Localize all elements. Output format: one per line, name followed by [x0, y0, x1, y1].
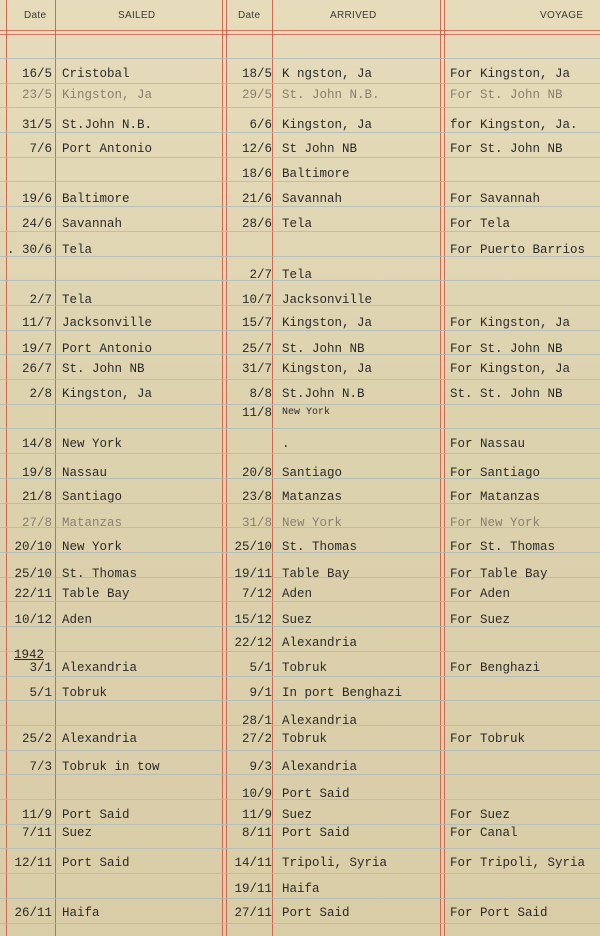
sailed-port: Cristobal — [62, 67, 130, 81]
ruled-line — [0, 428, 600, 429]
voyage: For St. Thomas — [450, 540, 556, 554]
arrived-date: 14/11 — [234, 856, 272, 870]
ruled-line — [0, 181, 600, 182]
column-rule — [272, 0, 273, 936]
arrived-port: Haifa — [282, 882, 320, 896]
arrived-port: St. John N.B. — [282, 88, 380, 102]
sailed-port: St. Thomas — [62, 567, 138, 581]
arrived-port: Jacksonville — [282, 293, 373, 307]
arrived-port: Tela — [282, 268, 313, 282]
arrived-port: Matanzas — [282, 490, 343, 504]
sailed-port: Baltimore — [62, 192, 130, 206]
arrived-port: Kingston, Ja — [282, 362, 373, 376]
column-rule — [444, 0, 445, 936]
sailed-port: Haifa — [62, 906, 100, 920]
voyage: For Kingston, Ja — [450, 67, 571, 81]
sailed-date: 16/5 — [21, 67, 52, 81]
arrived-port: Tripoli, Syria — [282, 856, 388, 870]
sailed-port: Matanzas — [62, 516, 123, 530]
arrived-port: Suez — [282, 613, 313, 627]
voyage: St. St. John NB — [450, 387, 563, 401]
arrived-port: New York — [282, 516, 343, 530]
arrived-date: 5/1 — [249, 661, 272, 675]
ruled-line — [0, 107, 600, 108]
arrived-port: Table Bay — [282, 567, 350, 581]
arrived-port: St.John N.B — [282, 387, 365, 401]
sailed-date: 22/11 — [14, 587, 52, 601]
ruled-line — [0, 898, 600, 899]
sailed-date: 23/5 — [21, 88, 52, 102]
voyage: For New York — [450, 516, 541, 530]
sailed-port: Suez — [62, 826, 93, 840]
arrived-port: Tobruk — [282, 661, 328, 675]
sailed-date: 7/3 — [29, 760, 52, 774]
voyage: For Tripoli, Syria — [450, 856, 586, 870]
header-rule-bottom — [0, 34, 600, 35]
sailed-date: 14/8 — [21, 437, 52, 451]
ruled-line — [0, 58, 600, 59]
voyage: For Matanzas — [450, 490, 541, 504]
arrived-date: 7/12 — [241, 587, 272, 601]
arrived-port: Port Said — [282, 906, 350, 920]
sailed-port: Port Said — [62, 808, 130, 822]
arrived-date: 31/7 — [241, 362, 272, 376]
sailed-port: Table Bay — [62, 587, 130, 601]
voyage: For Kingston, Ja — [450, 316, 571, 330]
arrived-date: 11/9 — [241, 808, 272, 822]
voyage: For Suez — [450, 613, 511, 627]
arrived-port: St. Thomas — [282, 540, 358, 554]
ruled-line — [0, 83, 600, 84]
sailed-date: 10/12 — [14, 613, 52, 627]
sailed-date: 31/5 — [21, 118, 52, 132]
sailed-port: Tela — [62, 293, 93, 307]
arrived-date: 25/7 — [241, 342, 272, 356]
voyage: For Tela — [450, 217, 511, 231]
sailed-port: Alexandria — [62, 661, 138, 675]
sailed-date: 19/6 — [21, 192, 52, 206]
header-date-arrived: Date — [238, 10, 261, 21]
arrived-date: 15/12 — [234, 613, 272, 627]
sailed-port: Savannah — [62, 217, 123, 231]
arrived-port: Tobruk — [282, 732, 328, 746]
voyage: For Santiago — [450, 466, 541, 480]
arrived-date: 29/5 — [241, 88, 272, 102]
column-rule — [55, 0, 56, 936]
arrived-date: 28/6 — [241, 217, 272, 231]
sailed-date: 26/7 — [21, 362, 52, 376]
arrived-port: Savannah — [282, 192, 343, 206]
voyage: For Port Said — [450, 906, 548, 920]
arrived-date: 31/8 — [241, 516, 272, 530]
arrived-date: 25/10 — [234, 540, 272, 554]
sailed-date: 12/11 — [14, 856, 52, 870]
arrived-port: Alexandria — [282, 714, 358, 728]
sailed-port: Nassau — [62, 466, 108, 480]
ruled-line — [0, 774, 600, 775]
voyage: For Table Bay — [450, 567, 548, 581]
ruled-line — [0, 923, 600, 924]
voyage: For St. John NB — [450, 88, 563, 102]
voyage: For Savannah — [450, 192, 541, 206]
arrived-date: 20/8 — [241, 466, 272, 480]
arrived-port: In port Benghazi — [282, 686, 403, 700]
voyage: For St. John NB — [450, 142, 563, 156]
sailed-date: 19/7 — [21, 342, 52, 356]
arrived-port: Kingston, Ja — [282, 316, 373, 330]
arrived-date: 6/6 — [249, 118, 272, 132]
sailed-port: St. John NB — [62, 362, 145, 376]
ruled-line — [0, 824, 600, 825]
sailed-port: Jacksonville — [62, 316, 153, 330]
header-date-sailed: Date — [24, 10, 47, 21]
arrived-port: Alexandria — [282, 636, 358, 650]
sailed-date: 25/2 — [21, 732, 52, 746]
voyage: for Kingston, Ja. — [450, 118, 578, 132]
ruled-line — [0, 206, 600, 207]
voyage: For Canal — [450, 826, 518, 840]
arrived-port: Kingston, Ja — [282, 118, 373, 132]
sailed-date: . 30/6 — [6, 243, 52, 257]
sailed-date: 20/10 — [14, 540, 52, 554]
arrived-date: 27/2 — [241, 732, 272, 746]
arrived-port: St. John NB — [282, 342, 365, 356]
column-rule — [222, 0, 223, 936]
arrived-date: 8/8 — [249, 387, 272, 401]
sailed-date: 2/7 — [29, 293, 52, 307]
voyage: For St. John NB — [450, 342, 563, 356]
sailed-date: 7/11 — [21, 826, 52, 840]
ruled-line — [0, 848, 600, 849]
sailed-port: Aden — [62, 613, 93, 627]
year-note: 1942 — [14, 648, 45, 662]
sailed-port: Alexandria — [62, 732, 138, 746]
sailed-port: Tobruk — [62, 686, 108, 700]
header-arrived: ARRIVED — [330, 10, 377, 21]
voyage: For Puerto Barrios — [450, 243, 586, 257]
sailed-date: 2/8 — [29, 387, 52, 401]
ruled-line — [0, 651, 600, 652]
sailed-port: Port Antonio — [62, 142, 153, 156]
arrived-date: 9/3 — [249, 760, 272, 774]
arrived-port: Suez — [282, 808, 313, 822]
ruled-line — [0, 379, 600, 380]
ruled-line — [0, 873, 600, 874]
ruled-line — [0, 404, 600, 405]
arrived-date: 18/5 — [241, 67, 272, 81]
sailed-date: 3/1 — [29, 661, 52, 675]
voyage: For Suez — [450, 808, 511, 822]
sailed-port: Port Antonio — [62, 342, 153, 356]
sailed-date: 24/6 — [21, 217, 52, 231]
sailed-date: 21/8 — [21, 490, 52, 504]
arrived-port: New York — [282, 407, 331, 418]
arrived-date: 9/1 — [249, 686, 272, 700]
arrived-port: Port Said — [282, 826, 350, 840]
arrived-date: 19/11 — [234, 882, 272, 896]
arrived-port: St John NB — [282, 142, 358, 156]
ruled-line — [0, 231, 600, 232]
arrived-port: K ngston, Ja — [282, 67, 373, 81]
arrived-date: 21/6 — [241, 192, 272, 206]
ruled-line — [0, 132, 600, 133]
sailed-date: 7/6 — [29, 142, 52, 156]
voyage: For Tobruk — [450, 732, 526, 746]
arrived-date: 22/12 — [234, 636, 272, 650]
arrived-date: 8/11 — [241, 826, 272, 840]
sailed-port: Tela — [62, 243, 93, 257]
header-voyage: VOYAGE — [540, 10, 584, 21]
arrived-port: . — [282, 437, 290, 451]
sailed-date: 19/8 — [21, 466, 52, 480]
sailed-date: 11/9 — [21, 808, 52, 822]
sailed-port: New York — [62, 540, 123, 554]
arrived-date: 15/7 — [241, 316, 272, 330]
sailed-date: 5/1 — [29, 686, 52, 700]
arrived-date: 10/9 — [241, 787, 272, 801]
ruled-line — [0, 750, 600, 751]
arrived-date: 12/6 — [241, 142, 272, 156]
sailed-port: Kingston, Ja — [62, 387, 153, 401]
arrived-port: Port Said — [282, 787, 350, 801]
arrived-date: 2/7 — [249, 268, 272, 282]
sailed-date: 27/8 — [21, 516, 52, 530]
sailed-date: 26/11 — [14, 906, 52, 920]
sailed-date: 25/10 — [14, 567, 52, 581]
header-rule-top — [0, 30, 600, 31]
ruled-line — [0, 601, 600, 602]
column-rule — [440, 0, 441, 936]
arrived-port: Baltimore — [282, 167, 350, 181]
arrived-date: 27/11 — [234, 906, 272, 920]
sailed-date: 11/7 — [21, 316, 52, 330]
sailed-port: Santiago — [62, 490, 123, 504]
arrived-date: 18/6 — [241, 167, 272, 181]
ruled-line — [0, 453, 600, 454]
header-sailed: SAILED — [118, 10, 156, 21]
ruled-line — [0, 157, 600, 158]
arrived-date: 28/1 — [241, 714, 272, 728]
voyage: For Benghazi — [450, 661, 541, 675]
sailed-port: Kingston, Ja — [62, 88, 153, 102]
arrived-port: Santiago — [282, 466, 343, 480]
voyage: For Nassau — [450, 437, 526, 451]
voyage: For Kingston, Ja — [450, 362, 571, 376]
voyage: For Aden — [450, 587, 511, 601]
ruled-line — [0, 330, 600, 331]
arrived-date: 23/8 — [241, 490, 272, 504]
arrived-date: 19/11 — [234, 567, 272, 581]
arrived-date: 10/7 — [241, 293, 272, 307]
arrived-port: Alexandria — [282, 760, 358, 774]
sailed-port: Port Said — [62, 856, 130, 870]
arrived-port: Tela — [282, 217, 313, 231]
arrived-port: Aden — [282, 587, 313, 601]
arrived-date: 11/8 — [241, 406, 272, 420]
ruled-line — [0, 676, 600, 677]
ruled-line — [0, 700, 600, 701]
sailed-port: St.John N.B. — [62, 118, 153, 132]
sailed-port: New York — [62, 437, 123, 451]
sailed-port: Tobruk in tow — [62, 760, 160, 774]
